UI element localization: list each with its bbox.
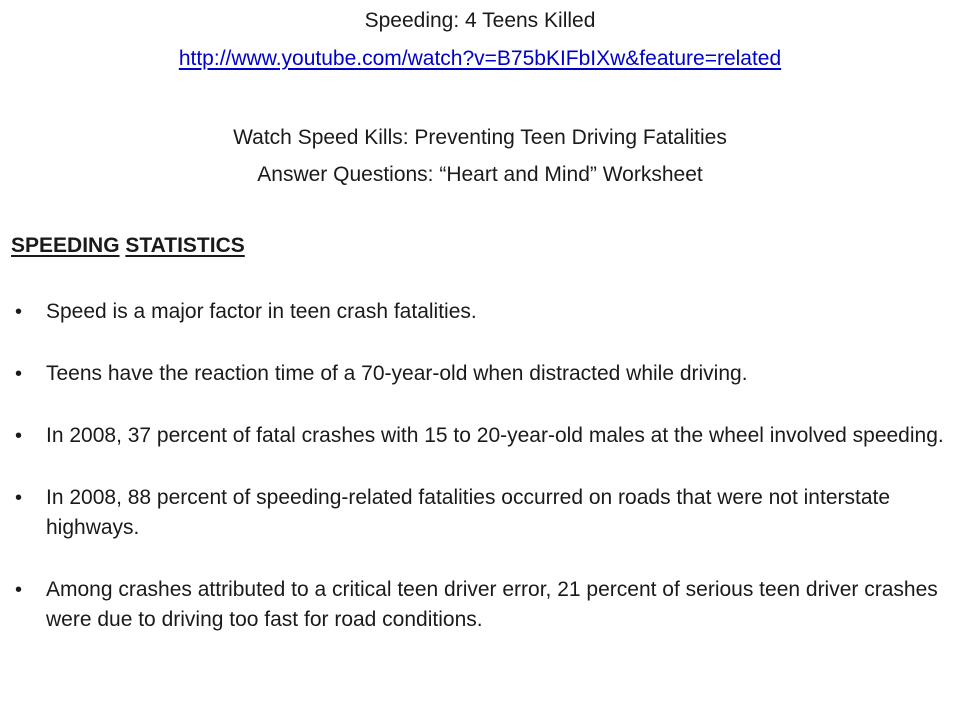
list-item-text: Among crashes attributed to a critical teen driver error, 21 percent of serious teen driver crashes were due to driving too fast for road conditions.	[46, 578, 938, 631]
heading-word-speeding: SPEEDING	[11, 234, 120, 257]
watch-instruction: Watch Speed Kills: Preventing Teen Driving Fatalities	[233, 126, 727, 149]
bullet-icon: •	[15, 579, 23, 601]
youtube-link[interactable]: http://www.youtube.com/watch?v=B75bKIFbIXw&feature=related	[178, 47, 782, 70]
list-item-text: In 2008, 37 percent of fatal crashes with 15 to 20-year-old males at the wheel involved speeding.	[46, 424, 944, 447]
list-item	[0, 483, 960, 543]
list-item-text: In 2008, 88 percent of speeding-related fatalities occurred on roads that were not interstate highways.	[46, 486, 891, 539]
list-item	[0, 359, 960, 389]
list-item	[0, 575, 960, 635]
list-item	[0, 297, 960, 327]
list-item-text: Speed is a major factor in teen crash fatalities.	[46, 300, 477, 323]
bullet-icon: •	[15, 487, 23, 509]
list-item	[0, 421, 960, 451]
answer-instruction: Answer Questions: “Heart and Mind” Worksheet	[257, 163, 703, 186]
bullet-icon: •	[15, 425, 23, 447]
bullet-icon: •	[15, 363, 23, 385]
section-heading	[11, 233, 245, 259]
list-item-text: Teens have the reaction time of a 70-year-old when distracted while driving.	[46, 362, 748, 385]
heading-word-statistics: STATISTICS	[125, 234, 245, 257]
video-title: Speeding: 4 Teens Killed	[364, 9, 596, 32]
bullet-icon: •	[15, 301, 23, 323]
statistics-list	[0, 297, 960, 635]
